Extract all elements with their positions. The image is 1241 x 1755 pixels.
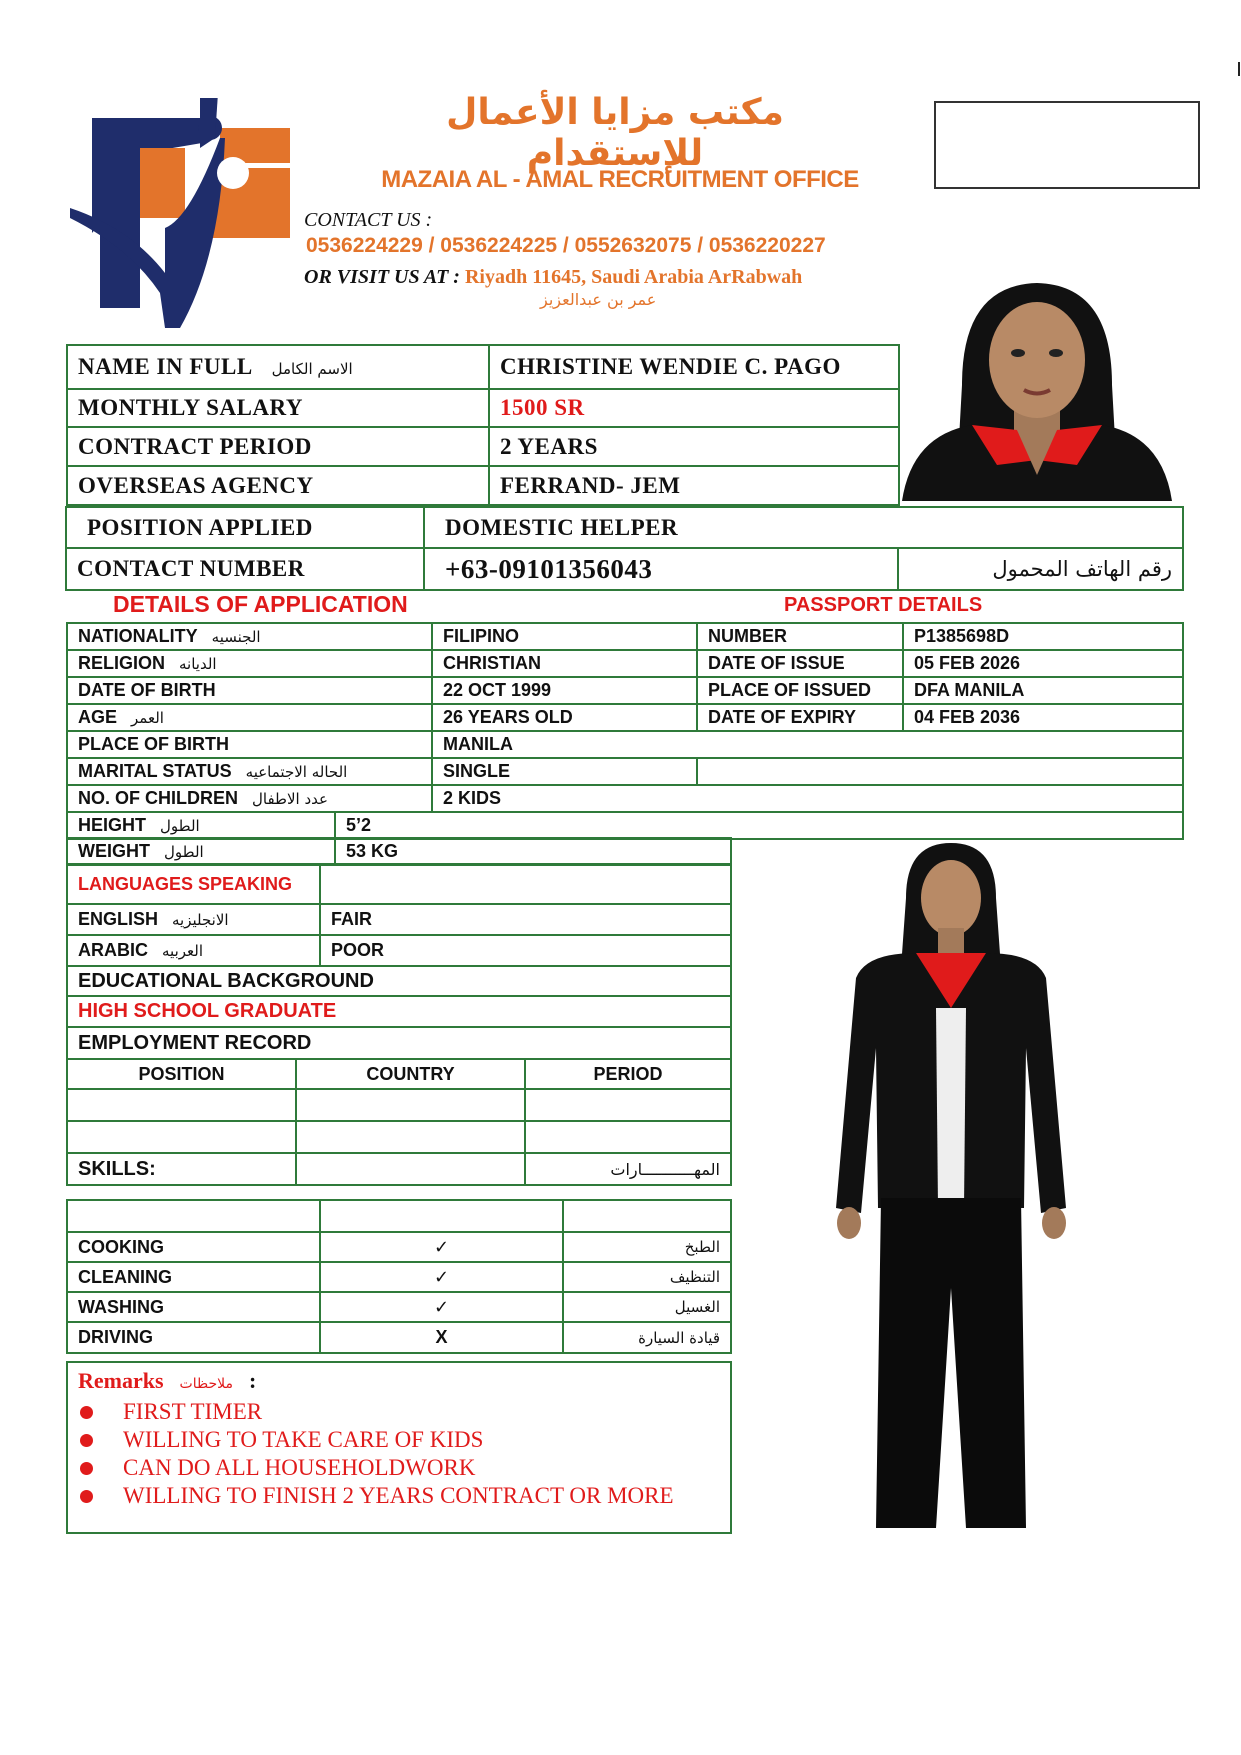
skills-header-cell <box>563 1200 731 1232</box>
employment-cell <box>296 1089 525 1121</box>
marital-label-cell <box>67 758 432 785</box>
skill-check-mark: ✓ <box>320 1262 563 1292</box>
marital-label-arabic: الحاله الاجتماعيه <box>245 763 348 781</box>
remark-item: WILLING TO FINISH 2 YEARS CONTRACT OR MORE <box>68 1482 730 1510</box>
name-value: CHRISTINE WENDIE C. PAGO <box>489 345 899 389</box>
height-weight-table <box>66 811 1184 840</box>
skill-row-driving <box>67 1322 731 1353</box>
religion-label: RELIGION <box>78 653 166 673</box>
weight-label-arabic: الطول <box>164 843 204 861</box>
education-heading: EDUCATIONAL BACKGROUND <box>67 966 731 996</box>
visit-label-text: OR VISIT US AT : <box>304 266 460 288</box>
name-label-arabic: الاسم الكامل <box>271 360 353 378</box>
english-label: ENGLISH <box>78 909 159 929</box>
nationality-label-cell <box>67 623 432 650</box>
height-value: 5’2 <box>335 812 1183 839</box>
skill-name: CLEANING <box>67 1262 320 1292</box>
agency-value: FERRAND- JEM <box>489 466 899 505</box>
weight-table <box>66 837 732 866</box>
skills-label: SKILLS: <box>67 1153 296 1185</box>
skill-row-cooking <box>67 1232 731 1262</box>
employment-heading: EMPLOYMENT RECORD <box>67 1027 731 1059</box>
place-issued-label: PLACE OF ISSUED <box>697 677 903 704</box>
employment-col-country: COUNTRY <box>296 1059 525 1089</box>
applicant-full-body-photo <box>826 838 1076 1538</box>
details-table <box>66 622 1184 813</box>
skill-row-washing <box>67 1292 731 1322</box>
office-address-arabic: عمر بن عبدالعزيز <box>540 290 657 309</box>
nationality-label: NATIONALITY <box>78 626 198 646</box>
passport-number-value: P1385698D <box>903 623 1183 650</box>
employment-col-position: POSITION <box>67 1059 296 1089</box>
pob-label: PLACE OF BIRTH <box>67 731 432 758</box>
height-label-cell <box>67 812 335 839</box>
remark-item: FIRST TIMER <box>68 1398 730 1426</box>
skill-name: COOKING <box>67 1232 320 1262</box>
arabic-label-arabic: العربيه <box>162 942 203 960</box>
marital-value: SINGLE <box>432 758 697 785</box>
skills-header-cell <box>67 1200 320 1232</box>
employment-cell <box>67 1089 296 1121</box>
pob-value: MANILA <box>432 731 1183 758</box>
office-address: Riyadh 11645, Saudi Arabia ArRabwah <box>464 266 803 288</box>
remarks-heading <box>78 1368 730 1398</box>
skill-check-mark: ✓ <box>320 1232 563 1262</box>
contact-number-value: +63-09101356043 <box>424 548 898 590</box>
expiry-date-label: DATE OF EXPIRY <box>697 704 903 731</box>
skill-name: DRIVING <box>67 1322 320 1353</box>
issue-date-label: DATE OF ISSUE <box>697 650 903 677</box>
contact-us-label: CONTACT US : <box>304 209 433 231</box>
nationality-value: FILIPINO <box>432 623 697 650</box>
arabic-value: POOR <box>320 935 731 966</box>
contract-label: CONTRACT PERIOD <box>67 427 489 466</box>
office-phones: 0536224229 / 0536224225 / 0552632075 / 0536220227 <box>306 234 826 257</box>
languages-education-table <box>66 863 732 1060</box>
skill-name-arabic: الغسيل <box>563 1292 731 1322</box>
skills-label-arabic: المهـــــــــــارات <box>525 1153 731 1185</box>
applicant-portrait-photo <box>902 275 1172 501</box>
skill-name-arabic: الطبخ <box>563 1232 731 1262</box>
agency-label: OVERSEAS AGENCY <box>67 466 489 505</box>
dob-label: DATE OF BIRTH <box>67 677 432 704</box>
passport-section-title: PASSPORT DETAILS <box>784 594 983 616</box>
name-label-cell <box>67 345 489 389</box>
remark-item: WILLING TO TAKE CARE OF KIDS <box>68 1426 730 1454</box>
office-title-english: MAZAIA AL - AMAL RECRUITMENT OFFICE <box>381 166 859 193</box>
children-value: 2 KIDS <box>432 785 1183 812</box>
english-label-cell <box>67 904 320 935</box>
english-label-arabic: الانجليزيه <box>172 911 229 929</box>
age-label-cell <box>67 704 432 731</box>
salary-label: MONTHLY SALARY <box>67 389 489 427</box>
age-value: 26 YEARS OLD <box>432 704 697 731</box>
languages-empty-cell <box>320 864 731 904</box>
arabic-label: ARABIC <box>78 940 148 960</box>
religion-label-cell <box>67 650 432 677</box>
dob-value: 22 OCT 1999 <box>432 677 697 704</box>
children-label: NO. OF CHILDREN <box>78 788 238 808</box>
skill-name-arabic: التنظيف <box>563 1262 731 1292</box>
company-logo <box>70 98 300 333</box>
age-label-arabic: العمر <box>131 709 164 727</box>
remarks-list <box>68 1398 730 1510</box>
skill-row-cleaning <box>67 1262 731 1292</box>
edge-mark <box>1238 62 1240 76</box>
remarks-label-arabic: ملاحظات <box>179 1376 233 1392</box>
remarks-colon: : <box>248 1368 257 1393</box>
skills-table <box>66 1199 732 1354</box>
children-label-arabic: عدد الاطفال <box>252 790 328 808</box>
employment-col-period: PERIOD <box>525 1059 731 1089</box>
height-label: HEIGHT <box>78 815 147 835</box>
marital-label: MARITAL STATUS <box>78 761 232 781</box>
contact-number-label: CONTACT NUMBER <box>66 548 424 590</box>
skills-empty-cell <box>296 1153 525 1185</box>
religion-value: CHRISTIAN <box>432 650 697 677</box>
application-section-title: DETAILS OF APPLICATION <box>113 591 408 617</box>
summary-table <box>66 344 900 506</box>
visit-label <box>304 266 802 289</box>
position-value: DOMESTIC HELPER <box>424 507 1183 548</box>
marital-empty-cell <box>697 758 1183 785</box>
weight-label-cell <box>67 838 335 865</box>
height-label-arabic: الطول <box>160 817 200 835</box>
skills-header-cell <box>320 1200 563 1232</box>
remarks-box <box>66 1361 732 1534</box>
remarks-label: Remarks <box>78 1368 164 1393</box>
place-issued-value: DFA MANILA <box>903 677 1183 704</box>
salary-value: 1500 SR <box>489 389 899 427</box>
position-contact-table <box>65 506 1184 591</box>
contract-value: 2 YEARS <box>489 427 899 466</box>
religion-label-arabic: الديانه <box>179 655 217 673</box>
skill-x-mark: X <box>320 1322 563 1353</box>
education-value: HIGH SCHOOL GRADUATE <box>67 996 731 1027</box>
english-value: FAIR <box>320 904 731 935</box>
office-title-arabic: مكتب مزايا الأعمال للإستقدام <box>446 92 784 174</box>
expiry-date-value: 04 FEB 2036 <box>903 704 1183 731</box>
remark-item: CAN DO ALL HOUSEHOLDWORK <box>68 1454 730 1482</box>
employment-cell <box>67 1121 296 1153</box>
weight-label: WEIGHT <box>78 841 150 861</box>
position-label: POSITION APPLIED <box>66 507 424 548</box>
skill-name: WASHING <box>67 1292 320 1322</box>
children-label-cell <box>67 785 432 812</box>
contact-number-label-arabic: رقم الهاتف المحمول <box>898 548 1183 590</box>
nationality-label-arabic: الجنسيه <box>211 628 261 646</box>
employment-cell <box>296 1121 525 1153</box>
skill-name-arabic: قيادة السيارة <box>563 1322 731 1353</box>
issue-date-value: 05 FEB 2026 <box>903 650 1183 677</box>
stamp-box <box>934 101 1200 189</box>
name-label: NAME IN FULL <box>78 354 252 379</box>
skill-check-mark: ✓ <box>320 1292 563 1322</box>
employment-cell <box>525 1089 731 1121</box>
passport-number-label: NUMBER <box>697 623 903 650</box>
arabic-label-cell <box>67 935 320 966</box>
employment-cell <box>525 1121 731 1153</box>
age-label: AGE <box>78 707 118 727</box>
weight-value: 53 KG <box>335 838 731 865</box>
employment-table <box>66 1058 732 1186</box>
languages-heading: LANGUAGES SPEAKING <box>67 864 320 904</box>
